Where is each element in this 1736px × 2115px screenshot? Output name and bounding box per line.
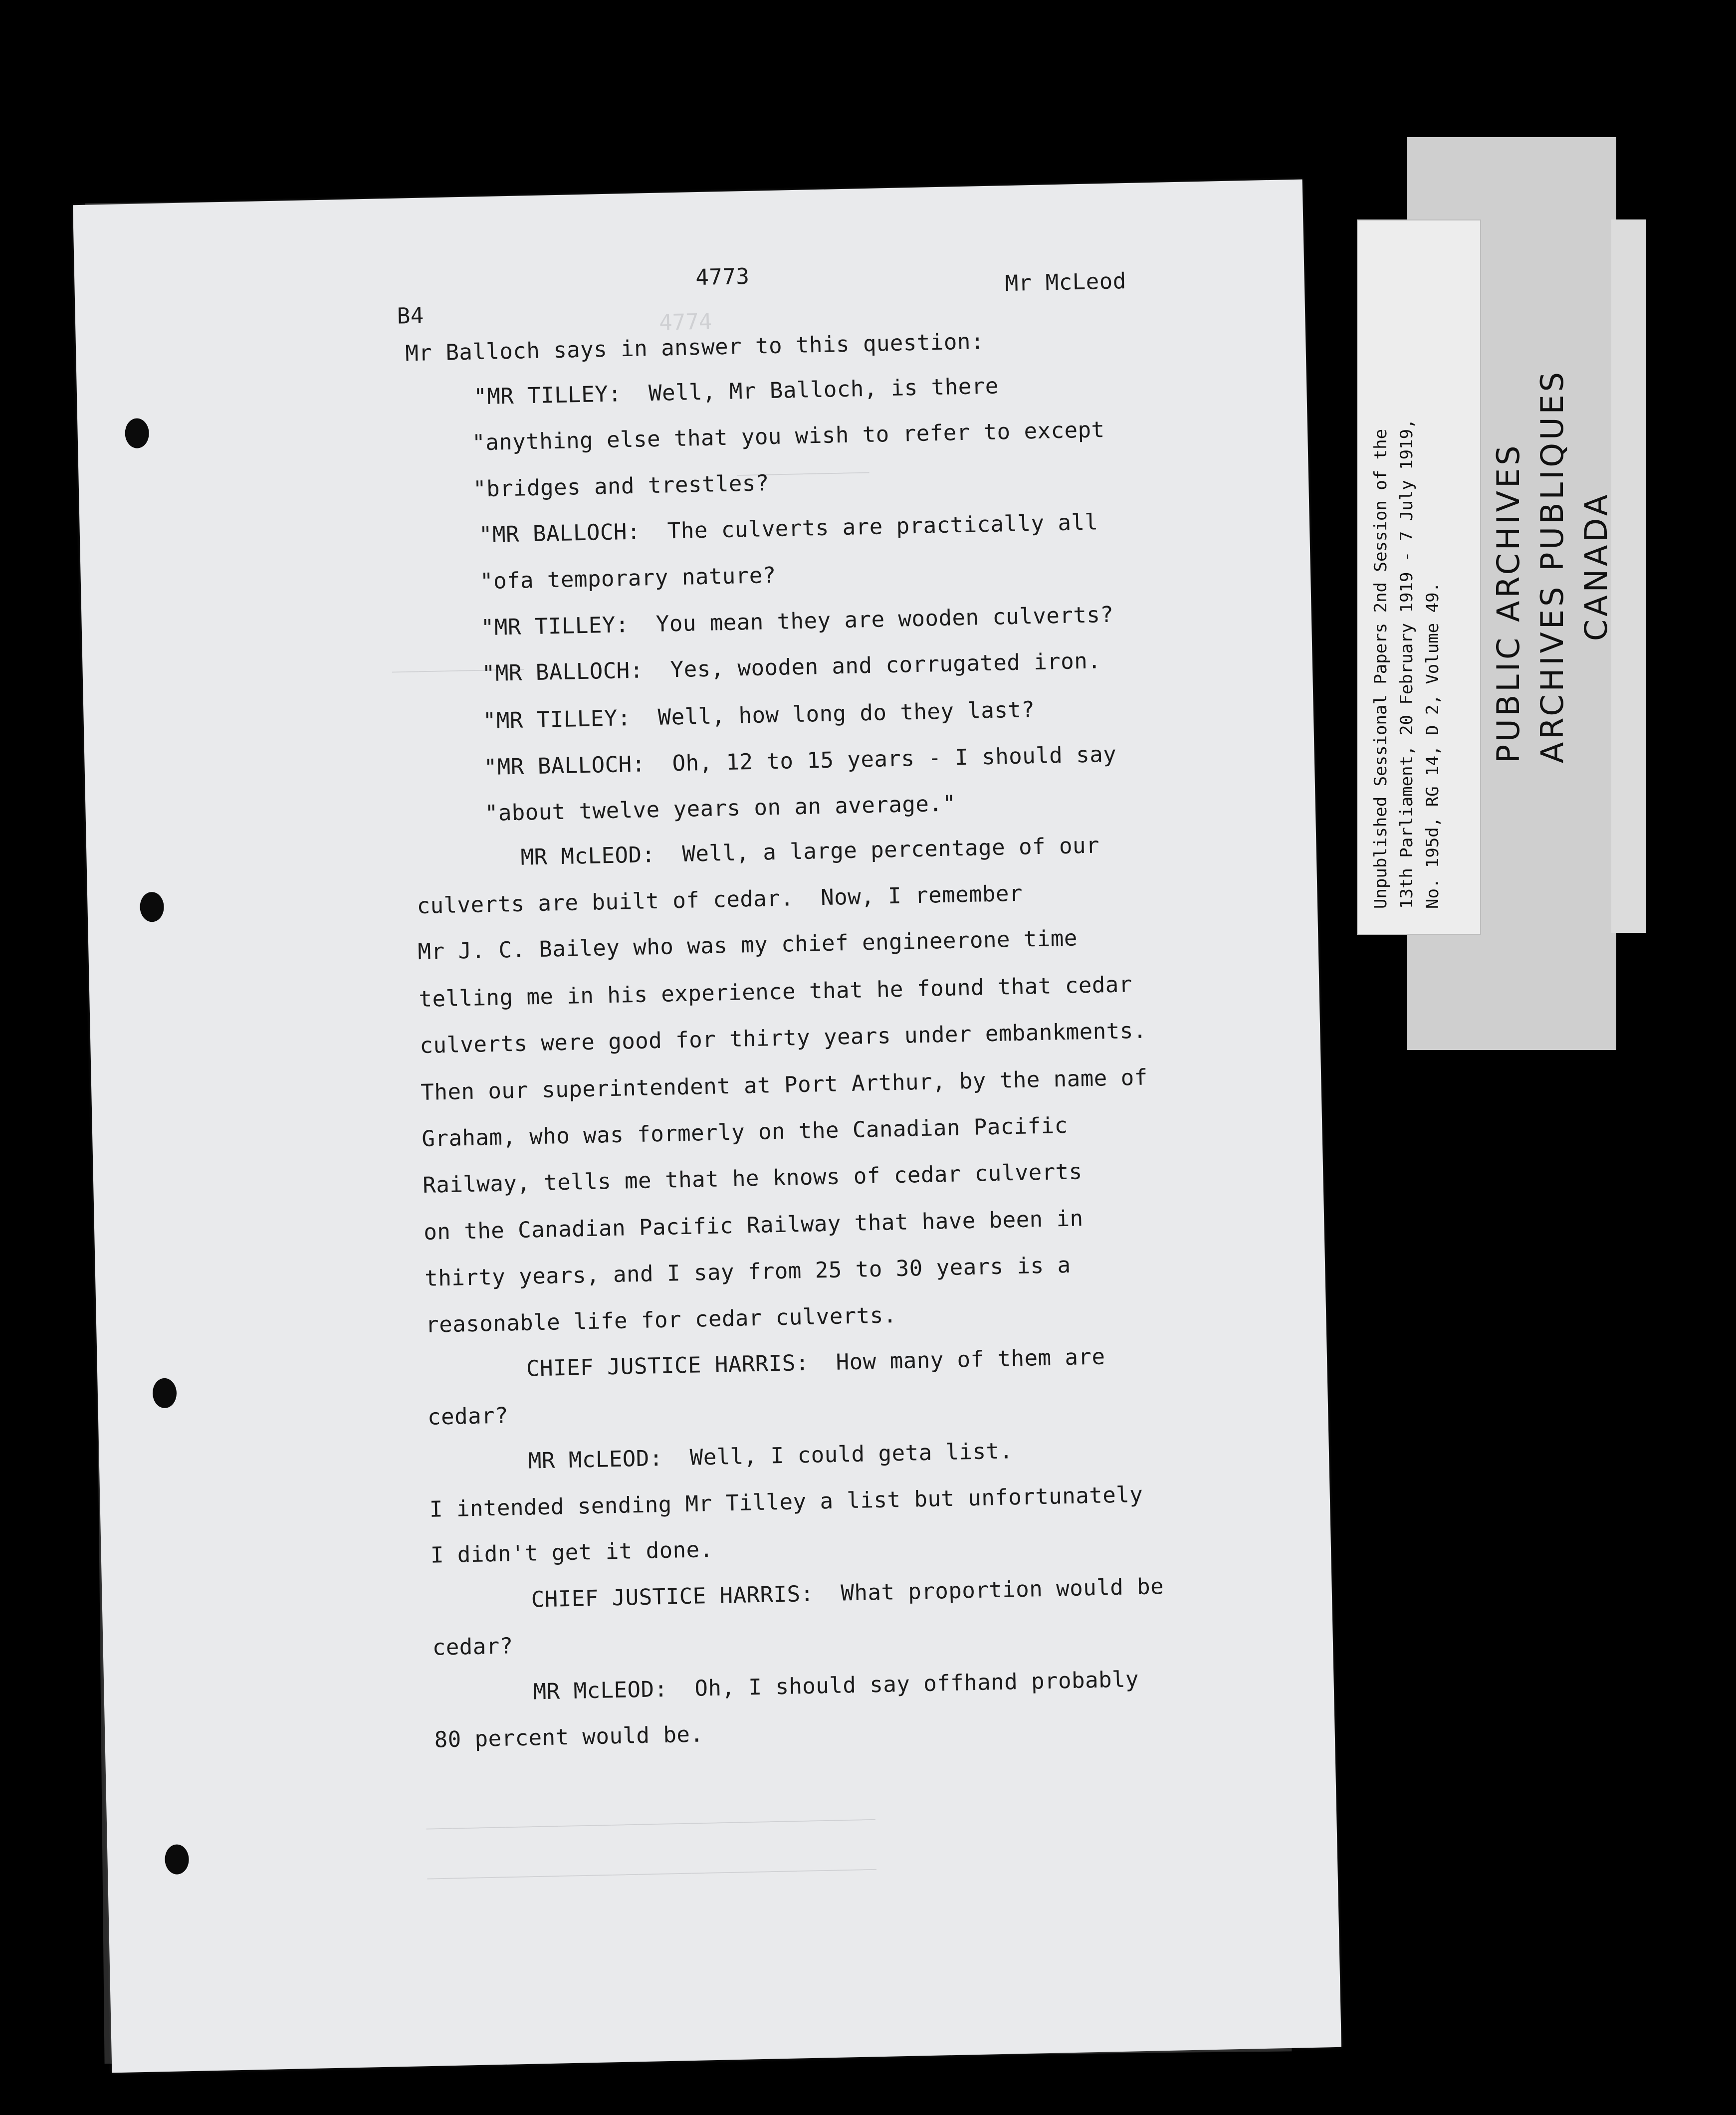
text-line: culverts are built of cedar. Now, I remember bbox=[417, 880, 1023, 919]
bleed-through-mark: __________________________________ bbox=[426, 1795, 875, 1830]
text-line: "anything else that you wish to refer to except bbox=[471, 417, 1105, 456]
text-line: Then our superintendent at Port Arthur, by the name of bbox=[420, 1064, 1148, 1106]
text-line: telling me in his experience that he found that cedar bbox=[419, 972, 1133, 1013]
text-line: "MR TILLEY: Well, Mr Balloch, is there bbox=[473, 373, 999, 410]
punch-hole bbox=[165, 1844, 189, 1875]
text-line: cedar? bbox=[427, 1403, 509, 1430]
text-line: thirty years, and I say from 25 to 30 years is a bbox=[424, 1252, 1072, 1291]
text-line: "ofa temporary nature? bbox=[479, 562, 777, 595]
text-line: "MR BALLOCH: Oh, 12 to 15 years - I should say bbox=[483, 741, 1117, 781]
punch-hole bbox=[125, 418, 149, 448]
stamp-line: CANADA bbox=[1578, 491, 1614, 641]
text-line: reasonable life for cedar culverts. bbox=[425, 1302, 897, 1338]
text-line: "bridges and trestles? bbox=[472, 470, 770, 502]
bleed-through-mark: 4774 bbox=[658, 309, 712, 336]
speaker-header: Mr McLeod bbox=[1005, 268, 1127, 297]
citation-line: Unpublished Sessional Papers 2nd Session of the bbox=[1371, 428, 1391, 909]
text-line: "MR BALLOCH: Yes, wooden and corrugated iron. bbox=[481, 648, 1101, 687]
text-line: "MR TILLEY: Well, how long do they last? bbox=[482, 697, 1035, 734]
text-line: Graham, who was formerly on the Canadian Pacific bbox=[421, 1112, 1069, 1152]
stamp-line: PUBLIC ARCHIVES bbox=[1490, 442, 1526, 764]
page-number: 4773 bbox=[695, 263, 750, 291]
bleed-through-mark: __________ bbox=[736, 447, 869, 476]
text-line: I intended sending Mr Tilley a list but unfortunately bbox=[429, 1481, 1143, 1522]
text-line: CHIEF JUSTICE HARRIS: How many of them are bbox=[526, 1344, 1105, 1382]
text-line: "about twelve years on an average." bbox=[484, 791, 956, 827]
section-code: B4 bbox=[397, 303, 425, 329]
stamp-line: ARCHIVES PUBLIQUES bbox=[1534, 369, 1570, 764]
citation-line: 13th Parliament, 20 February 1919 - 7 July 1919, bbox=[1397, 419, 1417, 909]
text-line: culverts were good for thirty years under embankments. bbox=[419, 1018, 1147, 1059]
text-line: MR McLEOD: Oh, I should say offhand probably bbox=[533, 1667, 1139, 1705]
citation-text bbox=[1368, 240, 1446, 909]
text-line: on the Canadian Pacific Railway that have been in bbox=[423, 1206, 1084, 1245]
text-line: 80 percent would be. bbox=[434, 1721, 704, 1753]
citation-line: No. 195d, RG 14, D 2, Volume 49. bbox=[1423, 582, 1443, 909]
archives-stamp bbox=[1487, 369, 1618, 763]
text-line: "MR BALLOCH: The culverts are practically all bbox=[478, 509, 1098, 548]
document-page bbox=[73, 180, 1341, 2073]
text-line: Railway, tells me that he knows of cedar culverts bbox=[422, 1159, 1083, 1198]
text-line: cedar? bbox=[432, 1633, 514, 1661]
bleed-through-mark: __________ bbox=[391, 644, 524, 673]
text-line: "MR TILLEY: You mean they are wooden culverts? bbox=[480, 602, 1114, 641]
citation-label bbox=[1357, 219, 1481, 935]
punch-hole bbox=[152, 1378, 177, 1408]
text-line: CHIEF JUSTICE HARRIS: What proportion would be bbox=[531, 1574, 1164, 1613]
text-line: MR McLEOD: Well, I could geta list. bbox=[528, 1438, 1013, 1474]
punch-hole bbox=[140, 892, 164, 922]
text-line: I didn't get it done. bbox=[430, 1536, 714, 1568]
text-line: MR McLEOD: Well, a large percentage of our bbox=[520, 833, 1100, 870]
text-line: Mr Balloch says in answer to this question: bbox=[405, 329, 985, 367]
bleed-through-mark: __________________________________ bbox=[427, 1845, 876, 1880]
text-line: Mr J. C. Bailey who was my chief engineerone time bbox=[418, 925, 1078, 965]
